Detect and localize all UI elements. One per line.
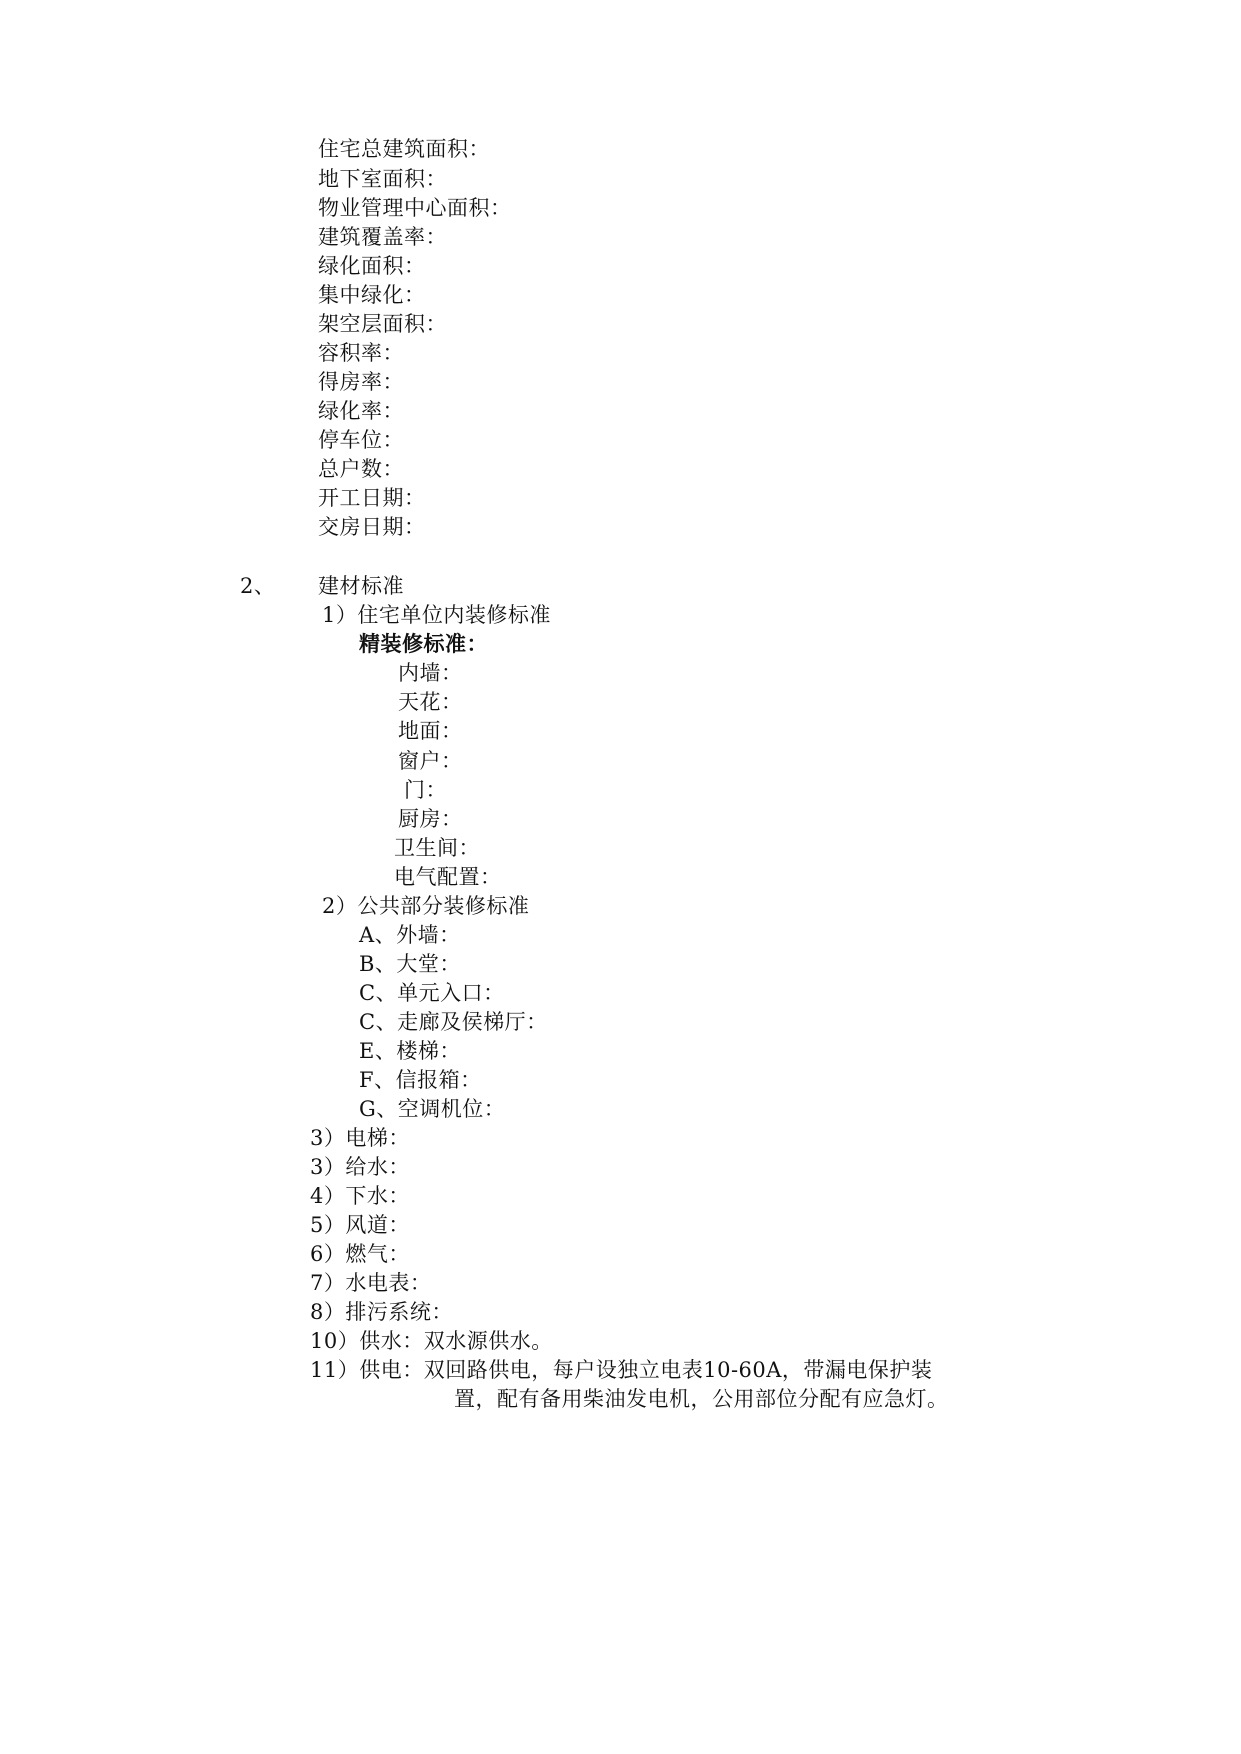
sub2-item-g: G、空调机位： bbox=[359, 1097, 506, 1121]
sub2-item-a: A、外墙： bbox=[359, 923, 461, 947]
info-households: 总户数： bbox=[318, 457, 404, 481]
sub2-item-b: B、大堂： bbox=[359, 952, 461, 976]
other-power-supply: 11）供电：双回路供电，每户设独立电表10-60A，带漏电保护装 bbox=[310, 1358, 933, 1382]
other-power-supply-continued: 置，配有备用柴油发电机，公用部位分配有应急灯。 bbox=[454, 1387, 949, 1411]
info-usable-ratio: 得房率： bbox=[318, 370, 404, 394]
other-air-duct: 5）风道： bbox=[310, 1213, 410, 1237]
sub2-item-f: F、信报箱： bbox=[359, 1068, 482, 1092]
info-green-ratio: 绿化率： bbox=[318, 399, 404, 423]
sub2-item-c1: C、单元入口： bbox=[359, 981, 505, 1005]
info-basement-area: 地下室面积： bbox=[318, 167, 447, 191]
sub1-item-kitchen: 厨房： bbox=[398, 807, 463, 831]
other-drainage: 4）下水： bbox=[310, 1184, 410, 1208]
sub1-item-floor: 地面： bbox=[398, 719, 463, 743]
info-delivery-date: 交房日期： bbox=[318, 515, 426, 539]
sub1-item-ceiling: 天花： bbox=[398, 690, 463, 714]
other-gas: 6）燃气： bbox=[310, 1242, 410, 1266]
info-parking: 停车位： bbox=[318, 428, 404, 452]
other-elevator: 3）电梯： bbox=[310, 1126, 410, 1150]
other-sewage: 8）排污系统： bbox=[310, 1300, 453, 1324]
section-title: 建材标准 bbox=[318, 574, 404, 598]
info-building-coverage: 建筑覆盖率： bbox=[318, 225, 447, 249]
sub2-item-c2: C、走廊及侯梯厅： bbox=[359, 1010, 548, 1034]
info-plot-ratio: 容积率： bbox=[318, 341, 404, 365]
sub2-item-e: E、楼梯： bbox=[359, 1039, 461, 1063]
other-water-supply: 3）给水： bbox=[310, 1155, 410, 1179]
info-stilt-floor-area: 架空层面积： bbox=[318, 312, 447, 336]
other-water-source: 10）供水：双水源供水。 bbox=[310, 1329, 553, 1353]
section-number: 2、 bbox=[240, 574, 276, 598]
sub1-item-electrical: 电气配置： bbox=[394, 865, 502, 889]
other-meters: 7）水电表： bbox=[310, 1271, 432, 1295]
info-property-center-area: 物业管理中心面积： bbox=[318, 196, 512, 220]
info-total-building-area: 住宅总建筑面积： bbox=[318, 137, 490, 161]
sub1-item-bathroom: 卫生间： bbox=[394, 836, 480, 860]
sub1-heading: 精装修标准： bbox=[359, 632, 488, 656]
sub1-item-inner-wall: 内墙： bbox=[398, 661, 463, 685]
info-green-area: 绿化面积： bbox=[318, 254, 426, 278]
sub2-title: 2）公共部分装修标准 bbox=[322, 894, 530, 918]
sub1-item-window: 窗户： bbox=[398, 749, 463, 773]
info-start-date: 开工日期： bbox=[318, 486, 426, 510]
sub1-title: 1）住宅单位内装修标准 bbox=[322, 603, 551, 627]
info-central-green: 集中绿化： bbox=[318, 283, 426, 307]
sub1-item-door: 门： bbox=[404, 778, 447, 802]
